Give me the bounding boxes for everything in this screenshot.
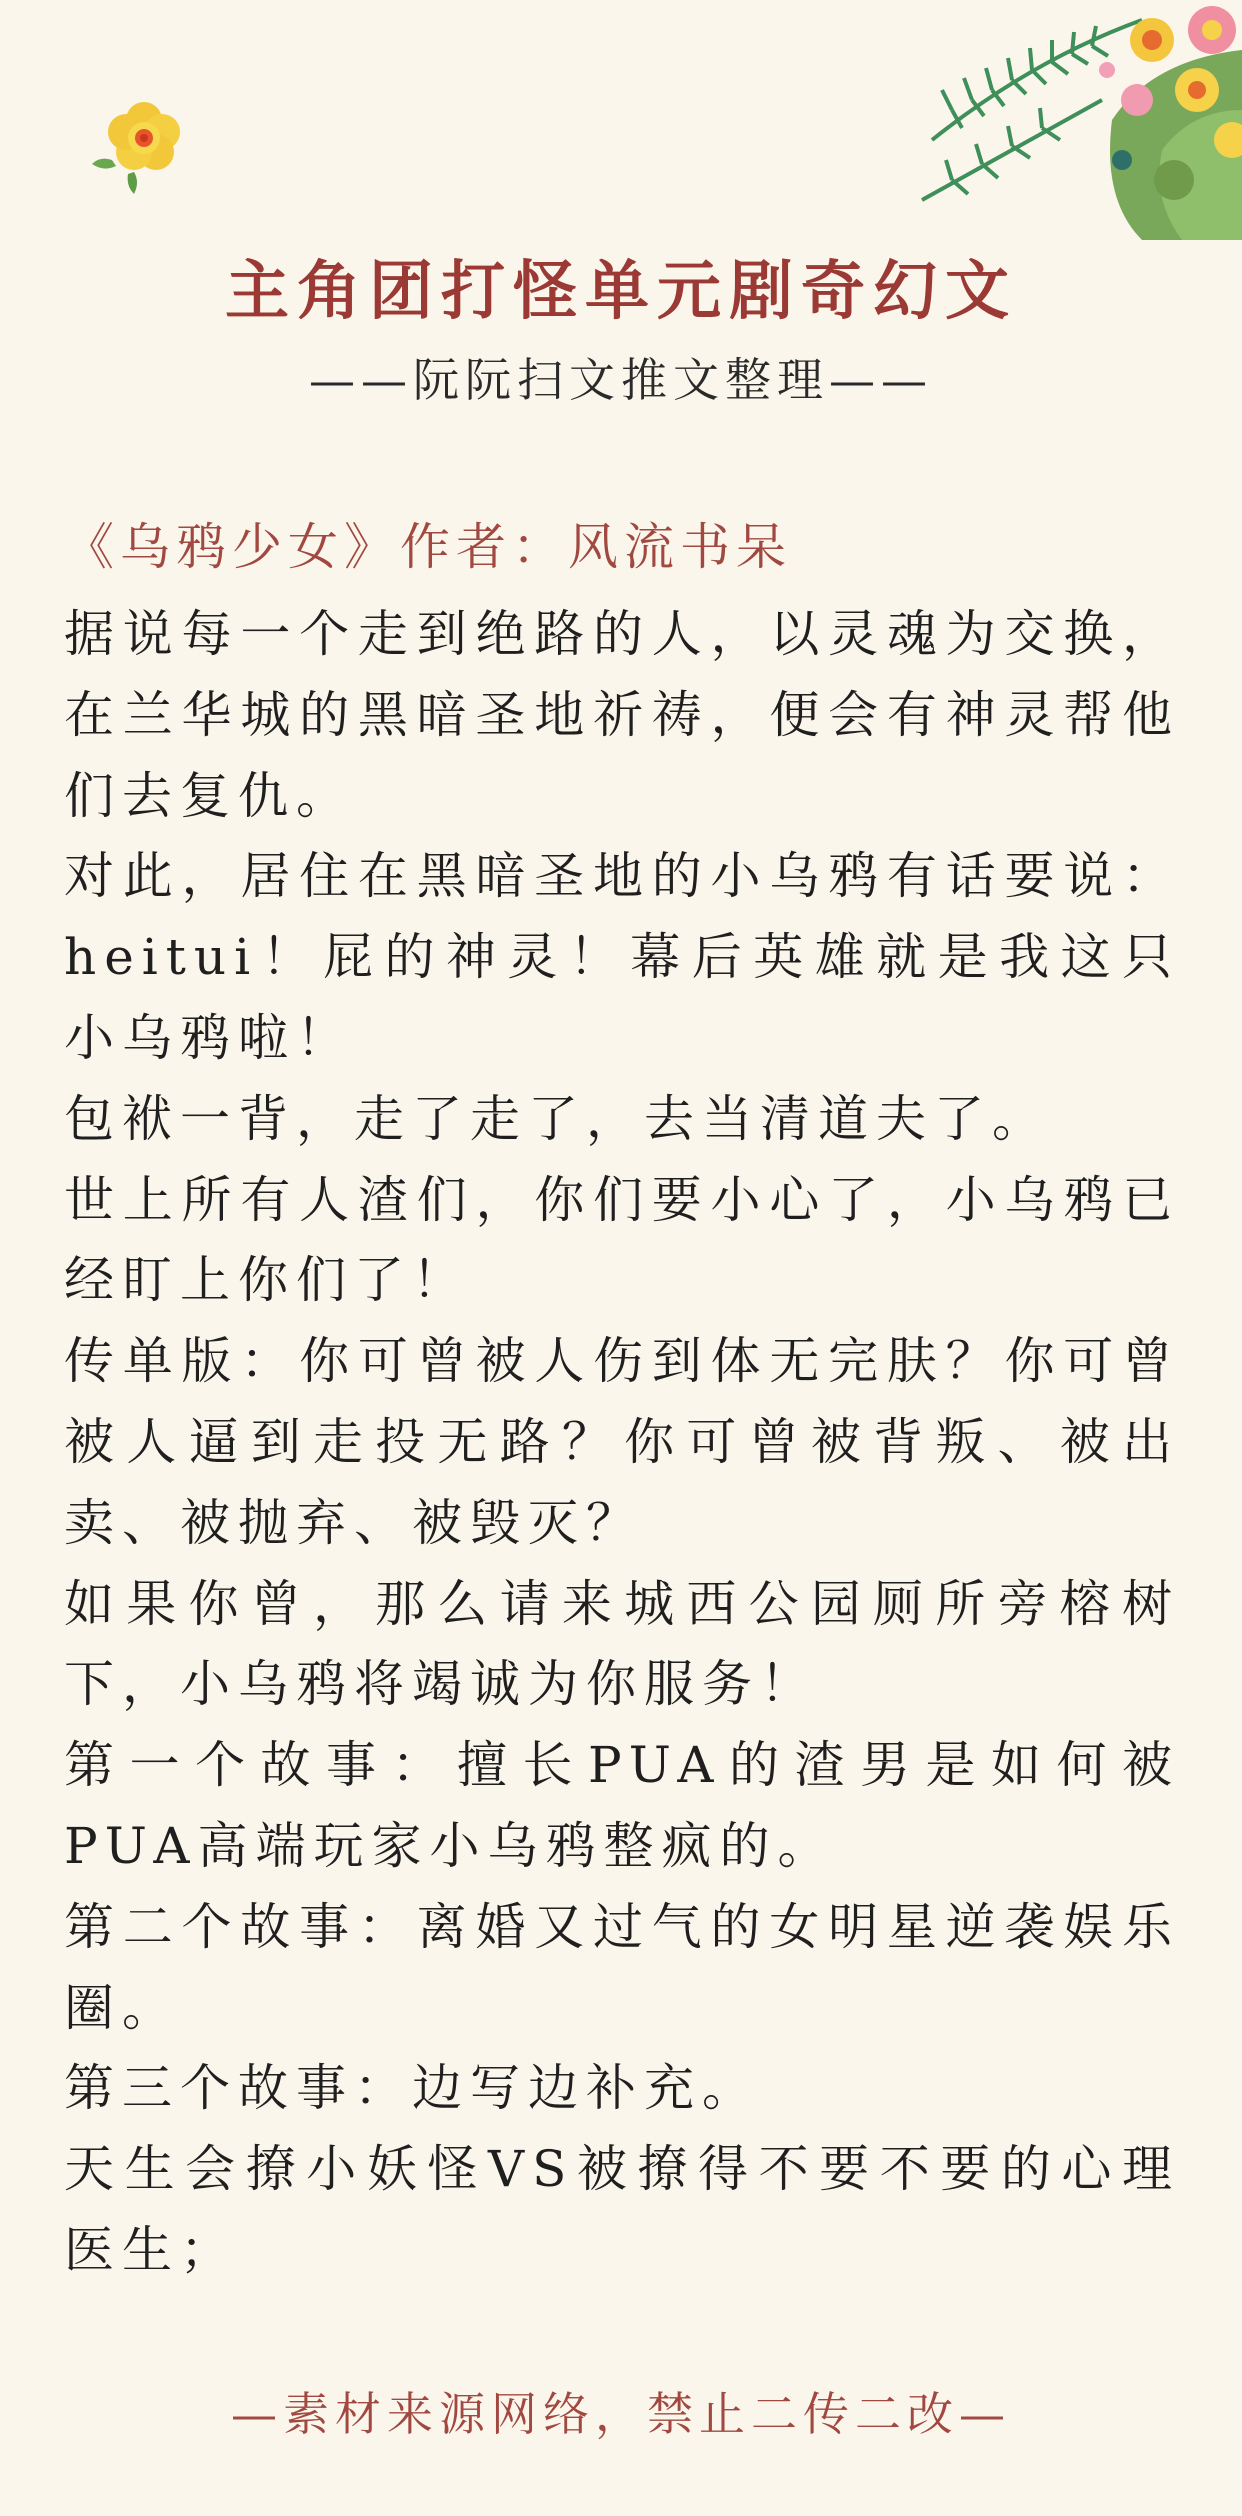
paragraph: 第三个故事：边写边补充。 [64,2059,760,2118]
paragraph: 第一个故事：擅长PUA的渣男是如何被PUA高端玩家小乌鸦整疯的。 [64,1736,1180,1875]
paragraph: 第二个故事：离婚又过气的女明星逆袭娱乐圈。 [64,1897,1180,2037]
paragraph: 世上所有人渣们，你们要小心了，小乌鸦已经盯上你们了！ [64,1170,1180,1310]
paragraph: 天生会撩小妖怪VS被撩得不要不要的心理医生； [64,2140,1180,2279]
paragraph: 对此，居住在黑暗圣地的小乌鸦有话要说：heitui！屁的神灵！幕后英雄就是我这只小乌鸦啦！ [64,847,1180,1067]
paragraph: 如果你曾，那么请来城西公园厕所旁榕树下，小乌鸦将竭诚为你服务！ [64,1574,1180,1714]
book-heading: 《乌鸦少女》作者：风流书呆 [64,518,792,576]
paragraph: 据说每一个走到绝路的人，以灵魂为交换，在兰华城的黑暗圣地祈祷，便会有神灵帮他们去复仇。 [64,605,1180,825]
page-title: 主角团打怪单元剧奇幻文 [225,254,1017,329]
footer-note: —素材来源网络，禁止二传二改— [231,2387,1011,2441]
yellow-flower-icon [82,82,202,202]
floral-bouquet-icon [912,0,1242,240]
paragraph: 传单版：你可曾被人伤到体无完肤？你可曾被人逼到走投无路？你可曾被背叛、被出卖、被抛弃、被毁灭？ [64,1332,1180,1552]
page-subtitle: ——阮阮扫文推文整理—— [309,353,933,407]
book-description [64,594,1180,2291]
paragraph: 包袱一背，走了走了，去当清道夫了。 [64,1089,1050,1148]
